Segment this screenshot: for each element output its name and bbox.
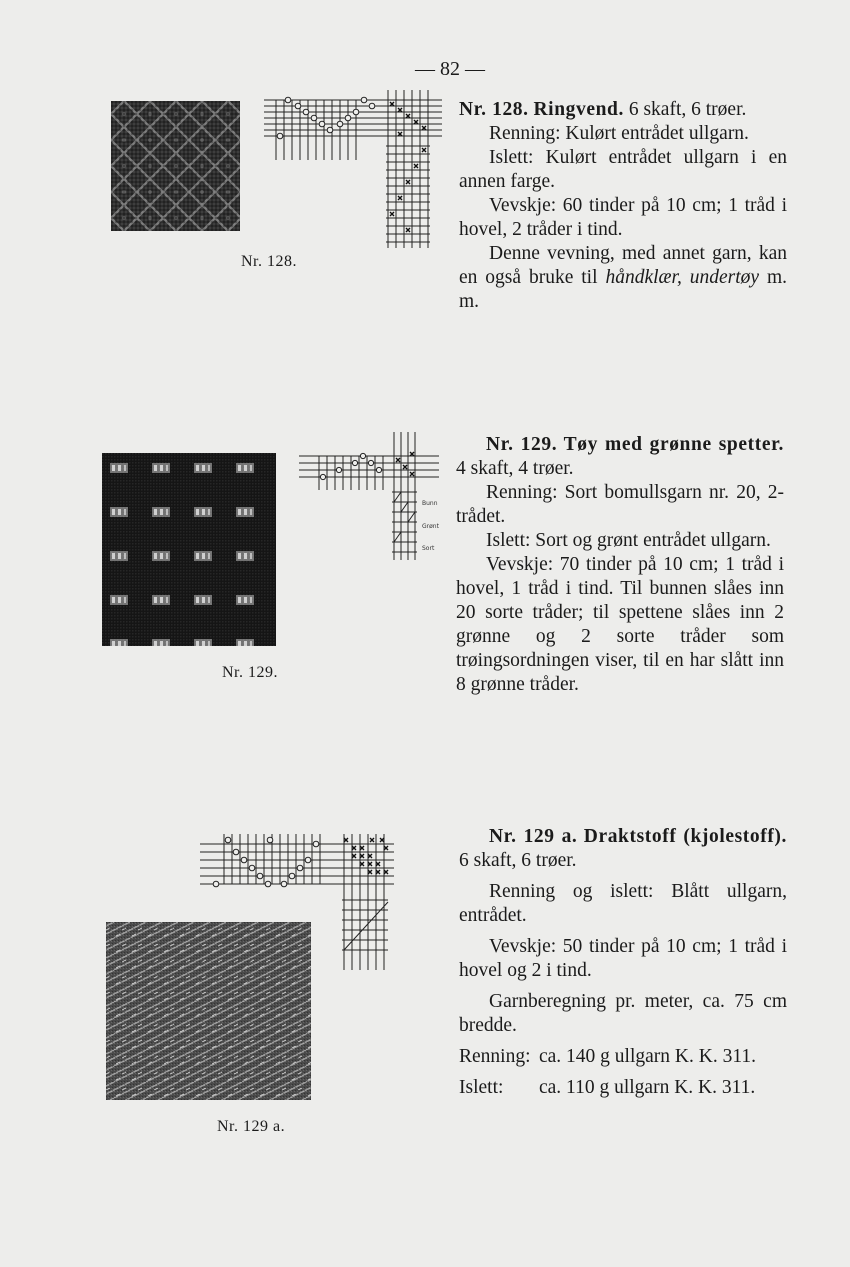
calc-renning-row: [459, 1045, 787, 1069]
fabric-sample-129: [102, 453, 276, 646]
page-number: — 82 —: [415, 58, 485, 80]
title-rest-129: 4 skaft, 4 trøer.: [456, 458, 574, 479]
renning-128: Renning: Kulørt entrådet ullgarn.: [489, 123, 749, 144]
title-rest-129a: 6 skaft, 6 trøer.: [459, 850, 577, 871]
caption-129: Nr. 129.: [222, 664, 278, 681]
calc-renning-value: ca. 140 g ullgarn K. K. 311.: [539, 1046, 756, 1067]
renning-129a: Renning og islett: Blått ullgarn, entrådet.: [459, 881, 787, 926]
islett-128: Islett: Kulørt entrådet ullgarn i en annen farge.: [459, 147, 787, 192]
entry-129: [456, 433, 784, 697]
fabric-sample-129a: [106, 922, 311, 1100]
islett-129: Islett: Sort og grønt entrådet ullgarn.: [486, 530, 771, 551]
title-number-129: Nr. 129.: [486, 434, 558, 455]
calc-islett-value: ca. 110 g ullgarn K. K. 311.: [539, 1077, 756, 1098]
garnberegning-129a: Garnberegning pr. meter, ca. 75 cm bredde.: [459, 991, 787, 1036]
draft-label-bunn: Bunn: [422, 500, 438, 507]
title-number-128: Nr. 128.: [459, 99, 529, 120]
calc-islett-label: Islett:: [459, 1077, 504, 1098]
vevskje-129: Vevskje: 70 tinder på 10 cm; 1 tråd i hovel, 1 tråd i tind. Til bunnen slåes inn 20 sorte tråder; til spettene slåes inn 2 grønne og 2 sorte tråder som trøingsordningen viser, til en har slått inn 8 grønne tråder.: [456, 554, 784, 695]
vevskje-128: Vevskje: 60 tinder på 10 cm; 1 tråd i hovel, 2 tråder i tind.: [459, 195, 787, 240]
title-rest-128: 6 skaft, 6 trøer.: [623, 99, 747, 120]
calc-renning-label: Renning:: [459, 1046, 531, 1067]
entry-128: [459, 98, 787, 314]
renning-129: Renning: Sort bomullsgarn nr. 20, 2-trådet.: [456, 482, 784, 527]
draft-label-sort: Sort: [422, 545, 435, 552]
caption-129a: Nr. 129 a.: [217, 1118, 286, 1135]
draft-label-gront: Grønt: [422, 523, 439, 530]
title-number-129a: Nr. 129 a.: [489, 826, 578, 847]
title-name-128: Ringvend.: [533, 99, 624, 120]
note-128: Denne vevning, med annet garn, kan en også bruke til håndklær, undertøy m. m.: [459, 243, 787, 312]
entry-129a: [459, 825, 787, 1100]
weave-draft-129: [297, 430, 447, 562]
calc-islett-row: [459, 1076, 787, 1100]
vevskje-129a: Vevskje: 50 tinder på 10 cm; 1 tråd i hovel og 2 i tind.: [459, 936, 787, 981]
note-italic-128: håndklær, undertøy: [605, 267, 760, 288]
fabric-sample-128: [111, 101, 240, 231]
weave-draft-128: [262, 88, 444, 250]
title-name-129a: Draktstoff (kjolestoff).: [583, 826, 788, 847]
caption-128: Nr. 128.: [241, 253, 297, 270]
title-name-129: Tøy med grønne spetter.: [563, 434, 785, 455]
